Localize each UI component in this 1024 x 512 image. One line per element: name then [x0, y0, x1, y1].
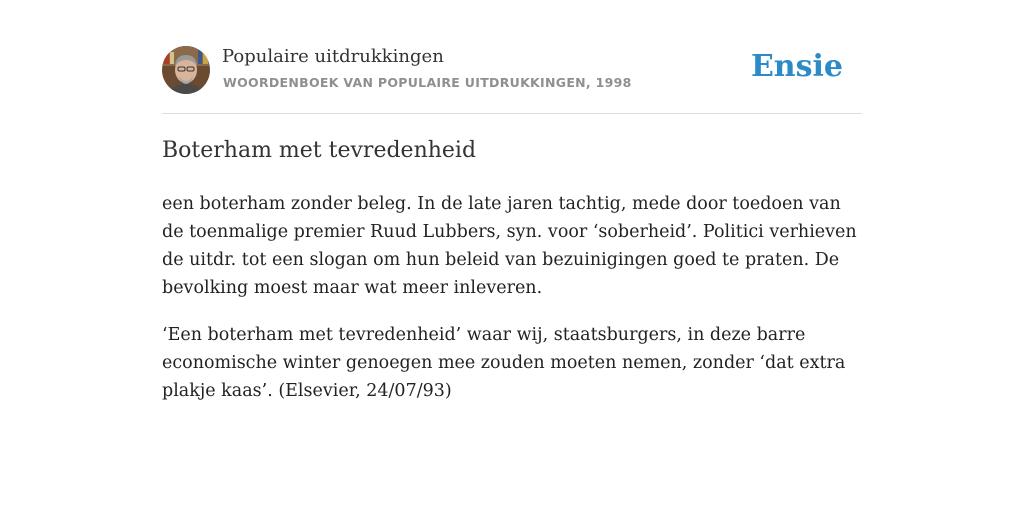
entry-definition	[162, 190, 862, 424]
definition-paragraph: ‘Een boterham met tevredenheid’ waar wij, staatsburgers, in deze barre economische winter genoegen mee zouden moeten nemen, zonder ‘dat extra plakje kaas’. (Elsevier, 24/07/93)	[162, 325, 846, 401]
source-subtitle: WOORDENBOEK VAN POPULAIRE UITDRUKKINGEN, 1998	[223, 75, 632, 90]
source-title[interactable]: Populaire uitdrukkingen	[222, 46, 444, 67]
entry-header	[162, 46, 862, 96]
entry-card	[162, 46, 862, 401]
entry-term: Boterham met tevredenheid	[162, 138, 477, 163]
avatar[interactable]	[162, 46, 210, 94]
header-divider	[162, 113, 862, 114]
author-portrait-icon	[162, 46, 210, 94]
definition-paragraph: een boterham zonder beleg. In de late jaren tachtig, mede door toedoen van de toenmalige premier Ruud Lubbers, syn. voor ‘soberheid’. Politici verhieven de uitdr. tot een slogan om hun beleid van bezuinigingen goed te praten. De bevolking moest maar wat meer inleveren.	[162, 194, 857, 298]
brand-logo[interactable]: Ensie	[750, 49, 843, 84]
